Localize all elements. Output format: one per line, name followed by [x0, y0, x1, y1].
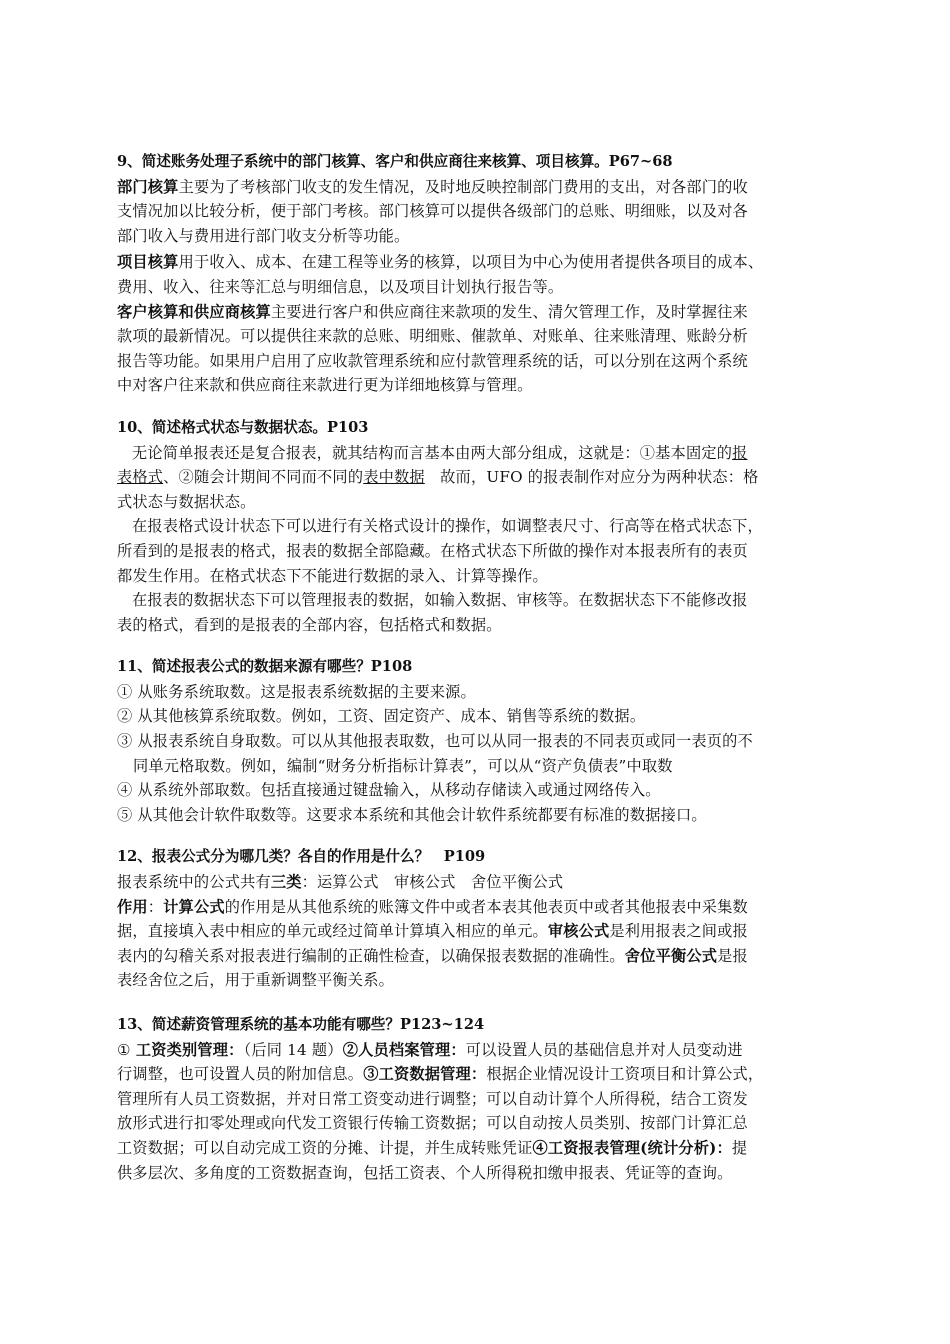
list-item: ③ 从报表系统自身取数。可以从其他报表取数，也可以从同一报表的不同表页或同一表页的不: [117, 732, 753, 751]
term-customer-supplier-accounting: 客户核算和供应商核算: [117, 302, 271, 321]
q9-para-2: 项目核算用于收入、成本、在建工程等业务的核算，以项目为中心为使用者提供各项目的成本、: [117, 253, 764, 272]
q10-para-1: 无论简单报表还是复合报表，就其结构而言基本由两大部分组成，这就是：①基本固定的报: [132, 443, 748, 462]
term-project-accounting: 项目核算: [117, 253, 179, 272]
q13-heading: 13、简述薪资管理系统的基本功能有哪些？P123~124: [117, 1016, 485, 1033]
list-item: ④ 从系统外部取数。包括直接通过键盘输入，从移动存储读入或通过网络传入。: [117, 781, 661, 800]
term-department-accounting: 部门核算: [117, 177, 179, 196]
q9-para-1: 部门核算主要为了考核部门收支的发生情况，及时地反映控制部门费用的支出，对各部门的收: [117, 177, 748, 196]
q10-para-2: 在报表格式设计状态下可以进行有关格式设计的操作，如调整表尺寸、行高等在格式状态下，: [132, 517, 763, 536]
q12-heading: 12、报表公式分为哪几类？各自的作用是什么？ P109: [117, 848, 486, 866]
list-item: ⑤ 从其他会计软件取数等。这要求本系统和其他会计软件系统都要有标准的数据接口。: [117, 805, 707, 824]
list-item: ② 从其他核算系统取数。例如，工资、固定资产、成本、销售等系统的数据。: [117, 707, 646, 726]
q10-para-3: 在报表的数据状态下可以管理报表的数据，如输入数据、审核等。在数据状态下不能修改报: [132, 591, 748, 610]
q11-heading: 11、简述报表公式的数据来源有哪些？P108: [117, 658, 413, 676]
document-page: 9、简述账务处理子系统中的部门核算、客户和供应商往来核算、项目核算。P67~68 部门核算主要为了考核部门收支的发生情况，及时地反映控制部门费用的支出，对各部门的收 支情况加以比较分析，便于部门考核。部门核算可以提供各级部门的总账、明细账，以及对各 部门收入与费用进行部门收支分析等功能。 项目核算用于收入、成本、在建工程等业务的核算，以项目为中心为使用者提供各项目的成本、 费用、收入、往来等汇总与明细信息，以及项目计划执行报告等。 客户核算和供应商核算主要进行客户和供应商往来款项的发生、清欠管理工作，及时掌握往来 款项的最新情况。可以提供往来款的总账、明细账、催款单、对账单、往来账清理、账龄分析 报告等功能。如果用户启用了应收款管理系统和应付款管理系统的话，可以分别在这两个系统 中对客户往来款和供应商往来款进行更为详细地核算与管理。 10、简述格式状态与数据状态。P103 无论简单报表还是复合报表，就其结构而言基本由两大部分组成，这就是：①基本固定的报 表格式、②随会计期间不同而不同的表中数据 故而，UFO 的报表制作对应分为两种状态：格 式状态与数据状态。 在报表格式设计状态下可以进行有关格式设计的操作，如调整表尺寸、行高等在格式状态下， 所看到的是报表的格式，报表的数据全部隐藏。在格式状态下所做的操作对本报表所有的表页 都发生作用。在格式状态下不能进行数据的录入、计算等操作。 在报表的数据状态下可以管理报表的数据，如输入数据、审核等。在数据状态下不能修改报 表的格式，看到的是报表的全部内容，包括格式和数据。 11、简述报表公式的数据来源有哪些？P108 ① 从账务系统取数。这是报表系统数据的主要来源。 ② 从其他核算系统取数。例如，工资、固定资产、成本、销售等系统的数据。 ③ 从报表系统自身取数。可以从其他报表取数，也可以从同一报表的不同表页或同一表页的不 同单元格取数。例如，编制“财务分析指标计算表”，可以从“资产负债表”中取数 ④ 从系统外部取数。包括直接通过键盘输入，从移动存储读入或通过网络传入。 ⑤ 从其他会计软件取数等。这要求本系统和其他会计软件系统都要有标准的数据接口。 12、报表公式分为哪几类？各自的作用是什么？ P109 报表系统中的公式共有三类：运算公式 审核公式 舍位平衡公式 作用：计算公式的作用是从其他系统的账簿文件中或者本表其他表页中或者其他报表中采集数 据，直接填入表中相应的单元或经过简单计算填入相应的单元。审核公式是利用报表之间或报 表内的勾稽关系对报表进行编制的正确性检查，以确保报表数据的准确性。舍位平衡公式是报 表经舍位之后，用于重新调整平衡关系。 13、简述薪资管理系统的基本功能有哪些？P123~124 ① 工资类别管理：（后同 14 题）②人员档案管理：可以设置人员的基础信息并对人员变动进 行调整，也可设置人员的附加信息。③工资数据管理：根据企业情况设计工资项目和计算公式， 管理所有人员工资数据，并对日常工资变动进行调整；可以自动计算个人所得税，结合工资发 放形式进行扣零处理或向代发工资银行传输工资数据；可以自动按人员类别、按部门计算汇总 工资数据；可以自动完成工资的分摊、计提，并生成转账凭证④工资报表管理(统计分析)：提 供多层次、多角度的工资数据查询，包括工资表、个人所得税扣缴申报表、凭证等的查询。: [117, 150, 817, 1185]
q9-para-3: 客户核算和供应商核算主要进行客户和供应商往来款项的发生、清欠管理工作，及时掌握往来: [117, 302, 748, 321]
list-item: ① 从账务系统取数。这是报表系统数据的主要来源。: [117, 682, 476, 701]
q9-heading: 9、简述账务处理子系统中的部门核算、客户和供应商往来核算、项目核算。P67~68: [117, 153, 673, 170]
q10-heading: 10、简述格式状态与数据状态。P103: [117, 418, 369, 436]
